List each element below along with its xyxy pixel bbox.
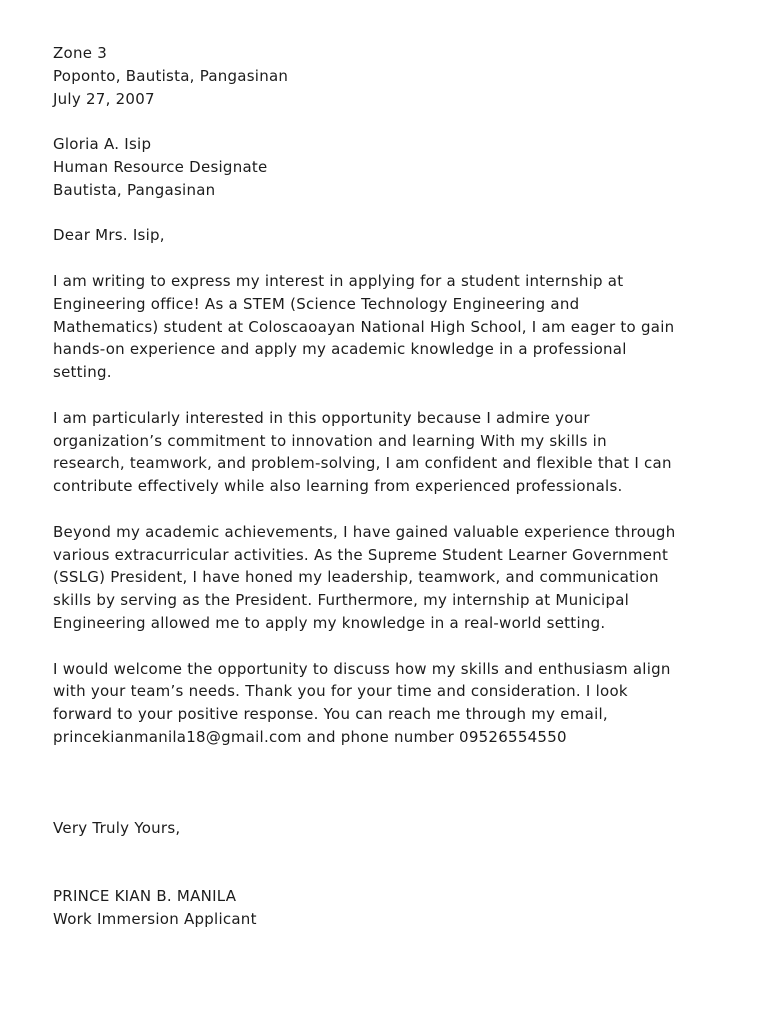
signature-block	[53, 885, 718, 931]
paragraph-line: Engineering allowed me to apply my knowledge in a real-world setting.	[53, 613, 606, 632]
sender-address-line: Poponto, Bautista, Pangasinan	[53, 66, 289, 85]
recipient-title: Human Resource Designate	[53, 157, 268, 176]
paragraph-line: I am writing to express my interest in applying for a student internship at	[53, 271, 624, 290]
recipient-block	[53, 133, 718, 201]
blank-line	[53, 247, 718, 270]
paragraph-line: I would welcome the opportunity to discuss how my skills and enthusiasm align	[53, 659, 671, 678]
blank-line	[53, 110, 718, 133]
signer-name: PRINCE KIAN B. MANILA	[53, 887, 237, 906]
salutation: Dear Mrs. Isip,	[53, 226, 165, 245]
paragraph-line: skills by serving as the President. Furthermore, my internship at Municipal	[53, 591, 630, 610]
paragraph-line: (SSLG) President, I have honed my leadership, teamwork, and communication	[53, 568, 659, 587]
signature-spacer	[53, 840, 718, 886]
paragraph-line: hands-on experience and apply my academic knowledge in a professional	[53, 340, 627, 359]
recipient-location: Bautista, Pangasinan	[53, 180, 216, 199]
body-paragraph-1	[53, 270, 718, 384]
body-paragraph-3	[53, 521, 718, 635]
body-paragraph-2	[53, 407, 718, 498]
paragraph-line: Mathematics) student at Coloscaoayan National High School, I am eager to gain	[53, 317, 675, 336]
paragraph-line: with your team’s needs. Thank you for your time and consideration. I look	[53, 682, 628, 701]
closing-spacer	[53, 772, 718, 818]
blank-line	[53, 498, 718, 521]
letter-date: July 27, 2007	[53, 89, 155, 108]
paragraph-line: research, teamwork, and problem-solving, I am confident and flexible that I can	[53, 454, 672, 473]
body-paragraph-4	[53, 658, 718, 749]
paragraph-line: Engineering office! As a STEM (Science Technology Engineering and	[53, 294, 580, 313]
cover-letter	[53, 42, 718, 931]
paragraph-line: I am particularly interested in this opportunity because I admire your	[53, 408, 590, 427]
paragraph-line: princekianmanila18@gmail.com and phone number 09526554550	[53, 727, 567, 746]
blank-line	[53, 749, 718, 772]
sender-address-block	[53, 42, 718, 110]
blank-line	[53, 384, 718, 407]
blank-line	[53, 635, 718, 658]
recipient-name: Gloria A. Isip	[53, 135, 152, 154]
paragraph-line: contribute effectively while also learning from experienced professionals.	[53, 477, 623, 496]
paragraph-line: organization’s commitment to innovation and learning With my skills in	[53, 431, 607, 450]
paragraph-line: forward to your positive response. You can reach me through my email,	[53, 705, 608, 724]
complimentary-close: Very Truly Yours,	[53, 819, 181, 838]
paragraph-line: setting.	[53, 363, 112, 382]
sender-address-line: Zone 3	[53, 44, 107, 62]
paragraph-line: Beyond my academic achievements, I have gained valuable experience through	[53, 522, 676, 541]
paragraph-line: various extracurricular activities. As the Supreme Student Learner Government	[53, 545, 669, 564]
blank-line	[53, 202, 718, 225]
signer-role: Work Immersion Applicant	[53, 910, 257, 929]
